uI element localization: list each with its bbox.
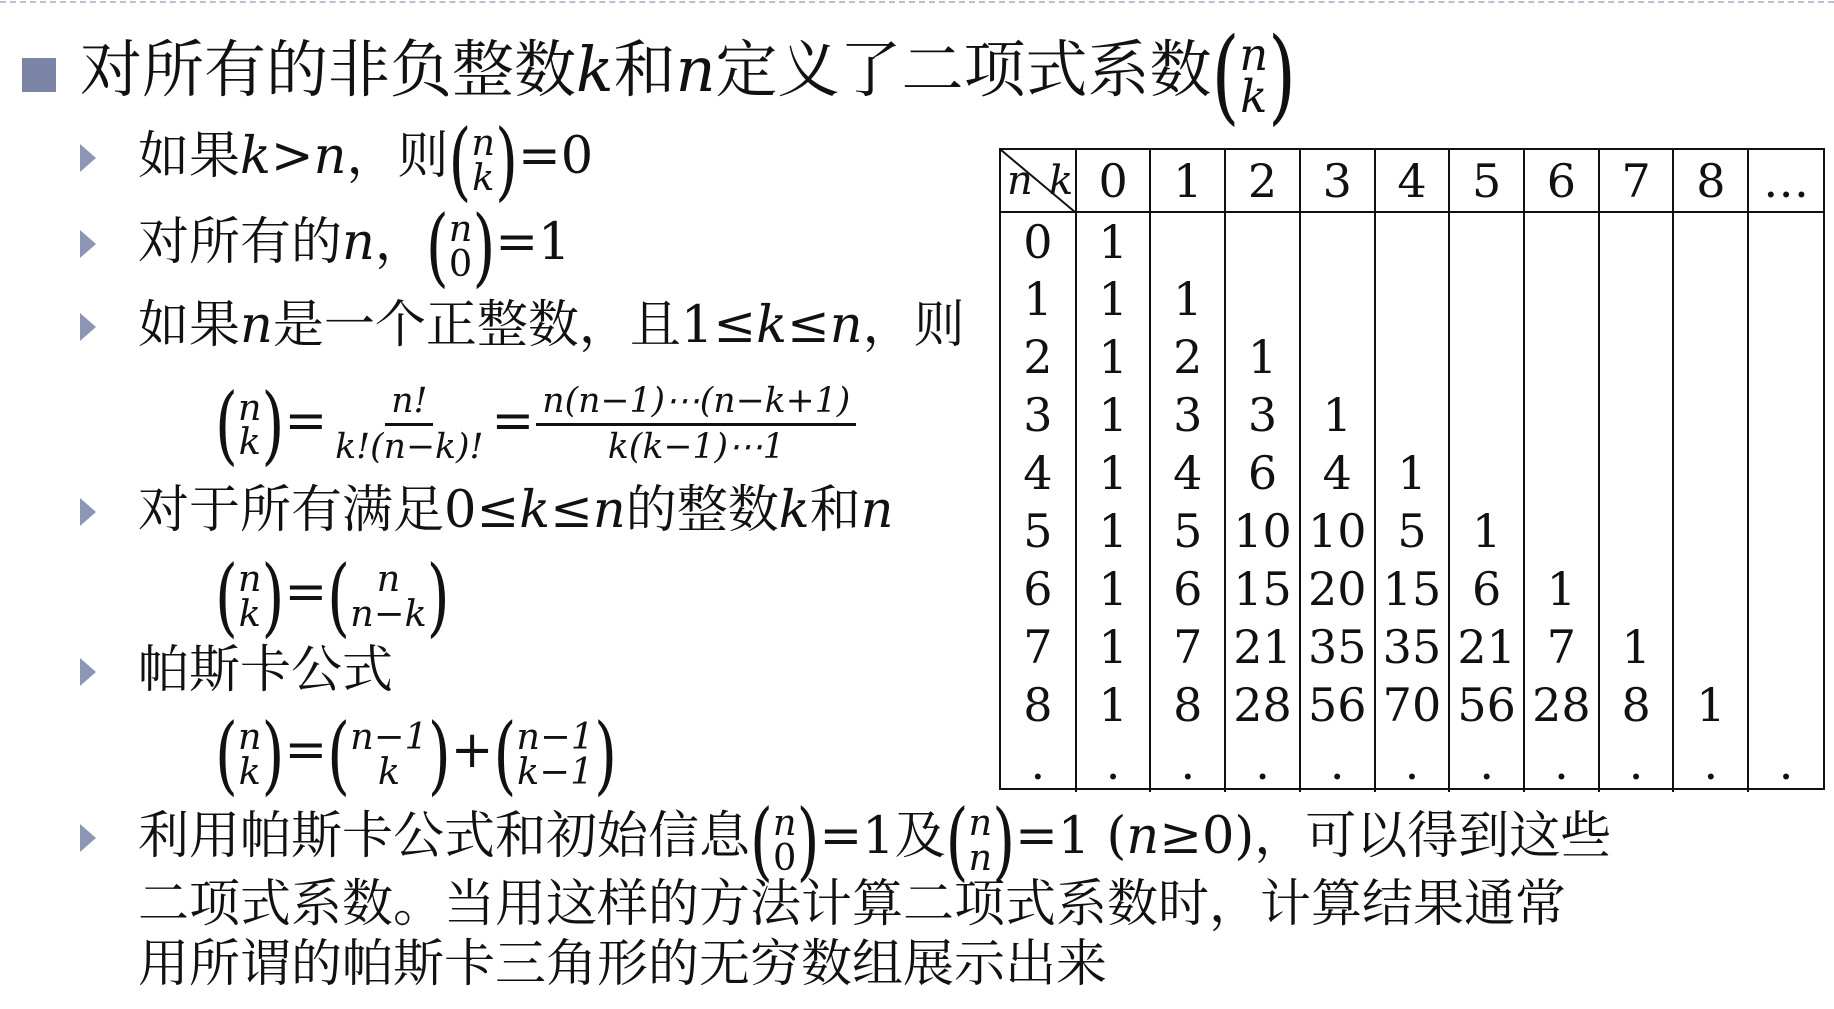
table-cell bbox=[1225, 212, 1300, 270]
table-cell: . bbox=[1076, 734, 1151, 792]
table-cell: 1 bbox=[1076, 444, 1151, 502]
table-row bbox=[1001, 676, 1823, 734]
table-cell bbox=[1748, 212, 1823, 270]
table-cell bbox=[1599, 560, 1674, 618]
rule-symmetry: 对于所有满足0≤k≤n的整数k和n bbox=[138, 481, 894, 540]
column-header-k: 3 bbox=[1300, 150, 1375, 212]
table-cell bbox=[1524, 444, 1599, 502]
bullet-arrow-icon bbox=[80, 498, 96, 526]
table-cell: 7 bbox=[1524, 618, 1599, 676]
pascal-triangle-text-line2: 二项式系数。当用这样的方法计算二项式系数时，计算结果通常 bbox=[138, 875, 1567, 934]
table-cell bbox=[1599, 444, 1674, 502]
table-cell: . bbox=[1599, 734, 1674, 792]
bullet-arrow-icon bbox=[80, 824, 96, 852]
top-divider bbox=[0, 1, 1834, 3]
table-cell bbox=[1748, 560, 1823, 618]
table-cell: 21 bbox=[1225, 618, 1300, 676]
table-cell: 5 bbox=[1375, 502, 1450, 560]
table-cell: 1 bbox=[1076, 212, 1151, 270]
table-cell bbox=[1524, 328, 1599, 386]
table-cell bbox=[1599, 386, 1674, 444]
main-bullet-square bbox=[22, 58, 56, 92]
table-cell bbox=[1673, 502, 1748, 560]
rule-pascal: 帕斯卡公式 bbox=[138, 641, 394, 700]
table-cell: . bbox=[1673, 734, 1748, 792]
rule-positive-n: 如果n是一个正整数，且1≤k≤n，则 bbox=[138, 296, 965, 355]
table-cell: 6 bbox=[1225, 444, 1300, 502]
pascal-table bbox=[999, 148, 1825, 790]
table-cell: 1 bbox=[1225, 328, 1300, 386]
table-cell bbox=[1599, 270, 1674, 328]
table-cell: 7 bbox=[1150, 618, 1225, 676]
column-header-k: 1 bbox=[1150, 150, 1225, 212]
table-cell bbox=[1524, 502, 1599, 560]
table-cell bbox=[1599, 328, 1674, 386]
row-header-n: 2 bbox=[1023, 330, 1053, 384]
table-cell: . bbox=[1375, 734, 1450, 792]
table-cell: 1 bbox=[1300, 386, 1375, 444]
pascal-triangle-text-line3: 用所谓的帕斯卡三角形的无穷数组展示出来 bbox=[138, 935, 1108, 994]
table-cell: 2 bbox=[1150, 328, 1225, 386]
table-cell bbox=[1449, 386, 1524, 444]
table-cell: 1 bbox=[1449, 502, 1524, 560]
slide-title: 对所有的非负整数k和n定义了二项式系数( n k ) bbox=[80, 15, 1296, 136]
table-row bbox=[1001, 328, 1823, 386]
rule-n-choose-0: 对所有的n，( n 0 )=1 bbox=[138, 197, 571, 296]
row-header-n: . bbox=[1030, 736, 1046, 790]
table-row bbox=[1001, 618, 1823, 676]
table-cell bbox=[1300, 328, 1375, 386]
row-header-n: 6 bbox=[1023, 562, 1053, 616]
table-cell bbox=[1673, 386, 1748, 444]
table-cell: 1 bbox=[1076, 676, 1151, 734]
table-cell: . bbox=[1748, 734, 1823, 792]
column-header-k: 0 bbox=[1076, 150, 1151, 212]
bullet-arrow-icon bbox=[80, 230, 96, 258]
table-row bbox=[1001, 502, 1823, 560]
table-cell bbox=[1748, 676, 1823, 734]
table-cell: 4 bbox=[1150, 444, 1225, 502]
table-cell: 15 bbox=[1225, 560, 1300, 618]
table-cell bbox=[1673, 212, 1748, 270]
rule-k-greater-n: 如果k>n，则( n k )=0 bbox=[138, 111, 594, 210]
column-header-k: … bbox=[1748, 150, 1823, 212]
table-cell bbox=[1748, 502, 1823, 560]
table-cell: 21 bbox=[1449, 618, 1524, 676]
table-cell bbox=[1375, 270, 1450, 328]
table-row bbox=[1001, 212, 1823, 270]
table-cell bbox=[1375, 212, 1450, 270]
table-cell: 1 bbox=[1076, 502, 1151, 560]
table-cell: 1 bbox=[1375, 444, 1450, 502]
table-cell bbox=[1599, 212, 1674, 270]
table-row bbox=[1001, 444, 1823, 502]
table-cell: 4 bbox=[1300, 444, 1375, 502]
row-header-n: 7 bbox=[1023, 620, 1053, 674]
table-cell: 15 bbox=[1375, 560, 1450, 618]
row-header-n: 0 bbox=[1023, 214, 1053, 269]
table-cell: 1 bbox=[1673, 676, 1748, 734]
table-row bbox=[1001, 270, 1823, 328]
table-cell bbox=[1150, 212, 1225, 270]
formula-symmetry: ( n k )=( n n−k ) bbox=[215, 547, 450, 646]
table-cell: 1 bbox=[1076, 386, 1151, 444]
formula-pascal: ( n k )=( n−1 k )+( n−1 k−1 ) bbox=[215, 705, 618, 804]
formula-factorial: ( n k )= $\frac{n!}{k!(n-k)!}$ = $\frac{n(n-1)\cdots(n-k+1)}{k(k-1)\cdots 1}$ bbox=[215, 380, 858, 470]
table-cell bbox=[1673, 270, 1748, 328]
table-cell: 5 bbox=[1150, 502, 1225, 560]
table-cell: . bbox=[1524, 734, 1599, 792]
table-cell: 56 bbox=[1300, 676, 1375, 734]
table-cell bbox=[1748, 386, 1823, 444]
table-cell: . bbox=[1225, 734, 1300, 792]
table-cell: 1 bbox=[1076, 618, 1151, 676]
table-cell bbox=[1673, 444, 1748, 502]
table-cell: 1 bbox=[1076, 328, 1151, 386]
table-cell: 3 bbox=[1150, 386, 1225, 444]
table-cell bbox=[1524, 270, 1599, 328]
table-cell: 35 bbox=[1375, 618, 1450, 676]
table-cell: 70 bbox=[1375, 676, 1450, 734]
table-cell: 6 bbox=[1449, 560, 1524, 618]
table-cell bbox=[1449, 212, 1524, 270]
table-cell: 20 bbox=[1300, 560, 1375, 618]
table-cell bbox=[1748, 444, 1823, 502]
table-cell bbox=[1599, 502, 1674, 560]
table-row bbox=[1001, 386, 1823, 444]
pascal-triangle-text-line1: 利用帕斯卡公式和初始信息( n 0 )=1及( n n )=1 (n≥0)，可以得到这些 bbox=[138, 791, 1612, 890]
table-cell bbox=[1375, 328, 1450, 386]
table-cell: 1 bbox=[1076, 560, 1151, 618]
table-cell bbox=[1449, 444, 1524, 502]
corner-cell bbox=[1001, 150, 1076, 212]
corner-n-label: n bbox=[1007, 158, 1033, 204]
table-cell bbox=[1748, 618, 1823, 676]
table-cell: 35 bbox=[1300, 618, 1375, 676]
table-cell: 28 bbox=[1524, 676, 1599, 734]
table-cell: 56 bbox=[1449, 676, 1524, 734]
table-cell bbox=[1449, 270, 1524, 328]
table-cell: 1 bbox=[1076, 270, 1151, 328]
corner-k-label: k bbox=[1049, 158, 1074, 204]
table-cell: 1 bbox=[1150, 270, 1225, 328]
table-cell: 1 bbox=[1524, 560, 1599, 618]
table-row bbox=[1001, 560, 1823, 618]
column-header-k: 2 bbox=[1225, 150, 1300, 212]
column-header-k: 7 bbox=[1599, 150, 1674, 212]
table-cell bbox=[1673, 328, 1748, 386]
table-cell bbox=[1449, 328, 1524, 386]
table-cell bbox=[1748, 328, 1823, 386]
column-header-k: 6 bbox=[1524, 150, 1599, 212]
table-cell: 3 bbox=[1225, 386, 1300, 444]
table-cell bbox=[1748, 270, 1823, 328]
table-cell: . bbox=[1300, 734, 1375, 792]
table-cell: 8 bbox=[1150, 676, 1225, 734]
table-cell bbox=[1300, 270, 1375, 328]
table-row bbox=[1001, 734, 1823, 792]
row-header-n: 8 bbox=[1023, 678, 1053, 732]
row-header-n: 5 bbox=[1023, 504, 1053, 558]
table-cell: 8 bbox=[1599, 676, 1674, 734]
table-cell bbox=[1673, 560, 1748, 618]
column-header-k: 8 bbox=[1673, 150, 1748, 212]
bullet-arrow-icon bbox=[80, 313, 96, 341]
row-header-n: 3 bbox=[1023, 388, 1053, 442]
table-cell bbox=[1375, 386, 1450, 444]
table-cell: 10 bbox=[1225, 502, 1300, 560]
bullet-arrow-icon bbox=[80, 144, 96, 172]
column-header-k: 5 bbox=[1449, 150, 1524, 212]
binom-n-k: ( n k ) bbox=[1211, 15, 1296, 136]
row-header-n: 1 bbox=[1023, 272, 1053, 326]
table-cell: 28 bbox=[1225, 676, 1300, 734]
table-cell bbox=[1225, 270, 1300, 328]
bullet-arrow-icon bbox=[80, 658, 96, 686]
table-cell: . bbox=[1449, 734, 1524, 792]
table-cell bbox=[1524, 386, 1599, 444]
table-cell: 6 bbox=[1150, 560, 1225, 618]
table-header-row bbox=[1001, 150, 1823, 212]
table-cell bbox=[1524, 212, 1599, 270]
table-cell bbox=[1673, 618, 1748, 676]
column-header-k: 4 bbox=[1375, 150, 1450, 212]
table-cell: . bbox=[1150, 734, 1225, 792]
table-cell: 10 bbox=[1300, 502, 1375, 560]
table-cell: 1 bbox=[1599, 618, 1674, 676]
table-cell bbox=[1300, 212, 1375, 270]
row-header-n: 4 bbox=[1023, 446, 1053, 500]
